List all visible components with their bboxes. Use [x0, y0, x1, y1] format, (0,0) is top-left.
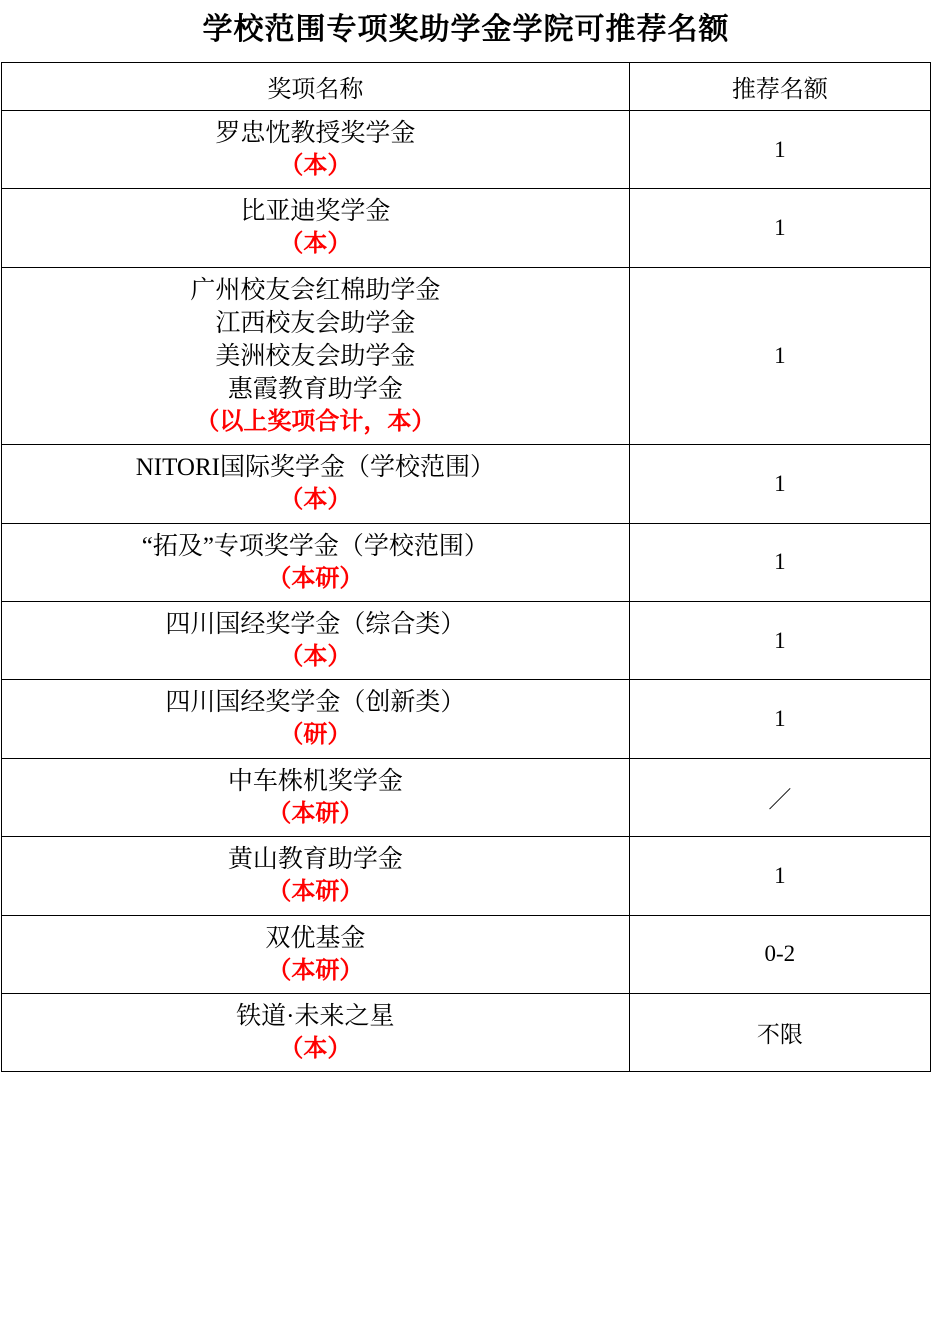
- quota-cell: [629, 267, 930, 444]
- quota-value: 1: [774, 627, 786, 653]
- award-name-line: 四川国经奖学金（综合类）: [165, 610, 466, 638]
- table-row: [2, 601, 931, 679]
- award-name-line: 双优基金: [265, 924, 366, 952]
- quota-cell: [629, 445, 930, 523]
- quota-value: 1: [774, 136, 786, 162]
- quota-value: 0-2: [764, 941, 796, 967]
- award-name-line: 美洲校友会助学金: [215, 342, 416, 370]
- award-scope-note: （研）: [279, 722, 352, 749]
- award-name-text: [6, 765, 625, 830]
- quota-value: 1: [774, 706, 786, 732]
- award-name-text: [6, 922, 625, 987]
- award-name-text: [6, 1000, 625, 1065]
- award-name-cell: [2, 680, 630, 758]
- award-scope-note: （本）: [279, 153, 352, 179]
- award-name-cell: [2, 111, 630, 189]
- quota-value: 1: [774, 215, 786, 241]
- column-header-award-name: 奖项名称: [2, 63, 630, 111]
- scholarship-quota-table: [1, 62, 931, 1072]
- award-name-text: [6, 195, 625, 260]
- award-scope-note: （本）: [279, 1035, 352, 1062]
- award-name-line: 江西校友会助学金: [215, 309, 416, 337]
- column-header-quota: 推荐名额: [629, 63, 930, 111]
- quota-cell: [629, 758, 930, 836]
- award-name-cell: [2, 189, 630, 267]
- table-row: [2, 523, 931, 601]
- award-name-line: 黄山教育助学金: [227, 846, 403, 874]
- award-name-line: “拓及”专项奖学金（学校范围）: [141, 532, 489, 560]
- award-name-cell: [2, 445, 630, 523]
- award-name-line: 四川国经奖学金（创新类）: [165, 689, 466, 717]
- quota-value: 1: [774, 862, 786, 888]
- table-row: [2, 267, 931, 444]
- award-name-text: [6, 451, 625, 516]
- award-name-text: [6, 843, 625, 908]
- award-scope-note: （本研）: [267, 800, 364, 827]
- award-name-cell: [2, 758, 630, 836]
- award-name-text: [6, 608, 625, 673]
- award-name-text: [6, 274, 625, 438]
- table-row: [2, 837, 931, 915]
- table-body: [2, 63, 931, 1072]
- award-name-text: [6, 530, 625, 595]
- table-row: [2, 445, 931, 523]
- page-title: 学校范围专项奖助学金学院可推荐名额: [202, 13, 730, 46]
- award-scope-note: （本研）: [267, 565, 364, 592]
- award-scope-note: （以上奖项合计，本）: [195, 408, 436, 435]
- quota-cell: [629, 915, 930, 993]
- award-name-cell: [2, 993, 630, 1071]
- quota-value: ／: [768, 786, 792, 812]
- award-name-cell: [2, 523, 630, 601]
- award-name-line: 比亚迪奖学金: [240, 198, 391, 226]
- table-row: [2, 111, 931, 189]
- quota-cell: [629, 601, 930, 679]
- quota-value: 不限: [756, 1022, 803, 1048]
- award-scope-note: （本）: [279, 231, 352, 258]
- quota-cell: [629, 111, 930, 189]
- award-name-cell: [2, 267, 630, 444]
- award-name-line: 中车株机奖学金: [227, 767, 403, 795]
- table-header-row: [2, 63, 931, 111]
- table-row: [2, 993, 931, 1071]
- award-name-line: NITORI国际奖学金（学校范围）: [135, 454, 495, 482]
- award-name-line: 罗忠忱教授奖学金: [215, 120, 416, 147]
- quota-cell: [629, 523, 930, 601]
- quota-cell: [629, 680, 930, 758]
- quota-value: 1: [774, 342, 786, 368]
- quota-cell: [629, 837, 930, 915]
- table-row: [2, 189, 931, 267]
- award-scope-note: （本）: [279, 643, 352, 670]
- table-row: [2, 915, 931, 993]
- award-name-line: 广州校友会红棉助学金: [190, 276, 441, 304]
- award-name-line: 铁道·未来之星: [236, 1002, 395, 1030]
- quota-cell: [629, 189, 930, 267]
- award-scope-note: （本研）: [267, 957, 364, 984]
- award-name-text: [6, 117, 625, 182]
- award-name-line: 惠霞教育助学金: [227, 375, 403, 403]
- quota-cell: [629, 993, 930, 1071]
- award-name-cell: [2, 601, 630, 679]
- award-name-text: [6, 686, 625, 751]
- award-scope-note: （本研）: [267, 879, 364, 906]
- table-row: [2, 680, 931, 758]
- quota-value: 1: [774, 549, 786, 575]
- award-name-cell: [2, 837, 630, 915]
- quota-value: 1: [774, 470, 786, 496]
- table-row: [2, 758, 931, 836]
- award-name-cell: [2, 915, 630, 993]
- award-scope-note: （本）: [279, 487, 352, 514]
